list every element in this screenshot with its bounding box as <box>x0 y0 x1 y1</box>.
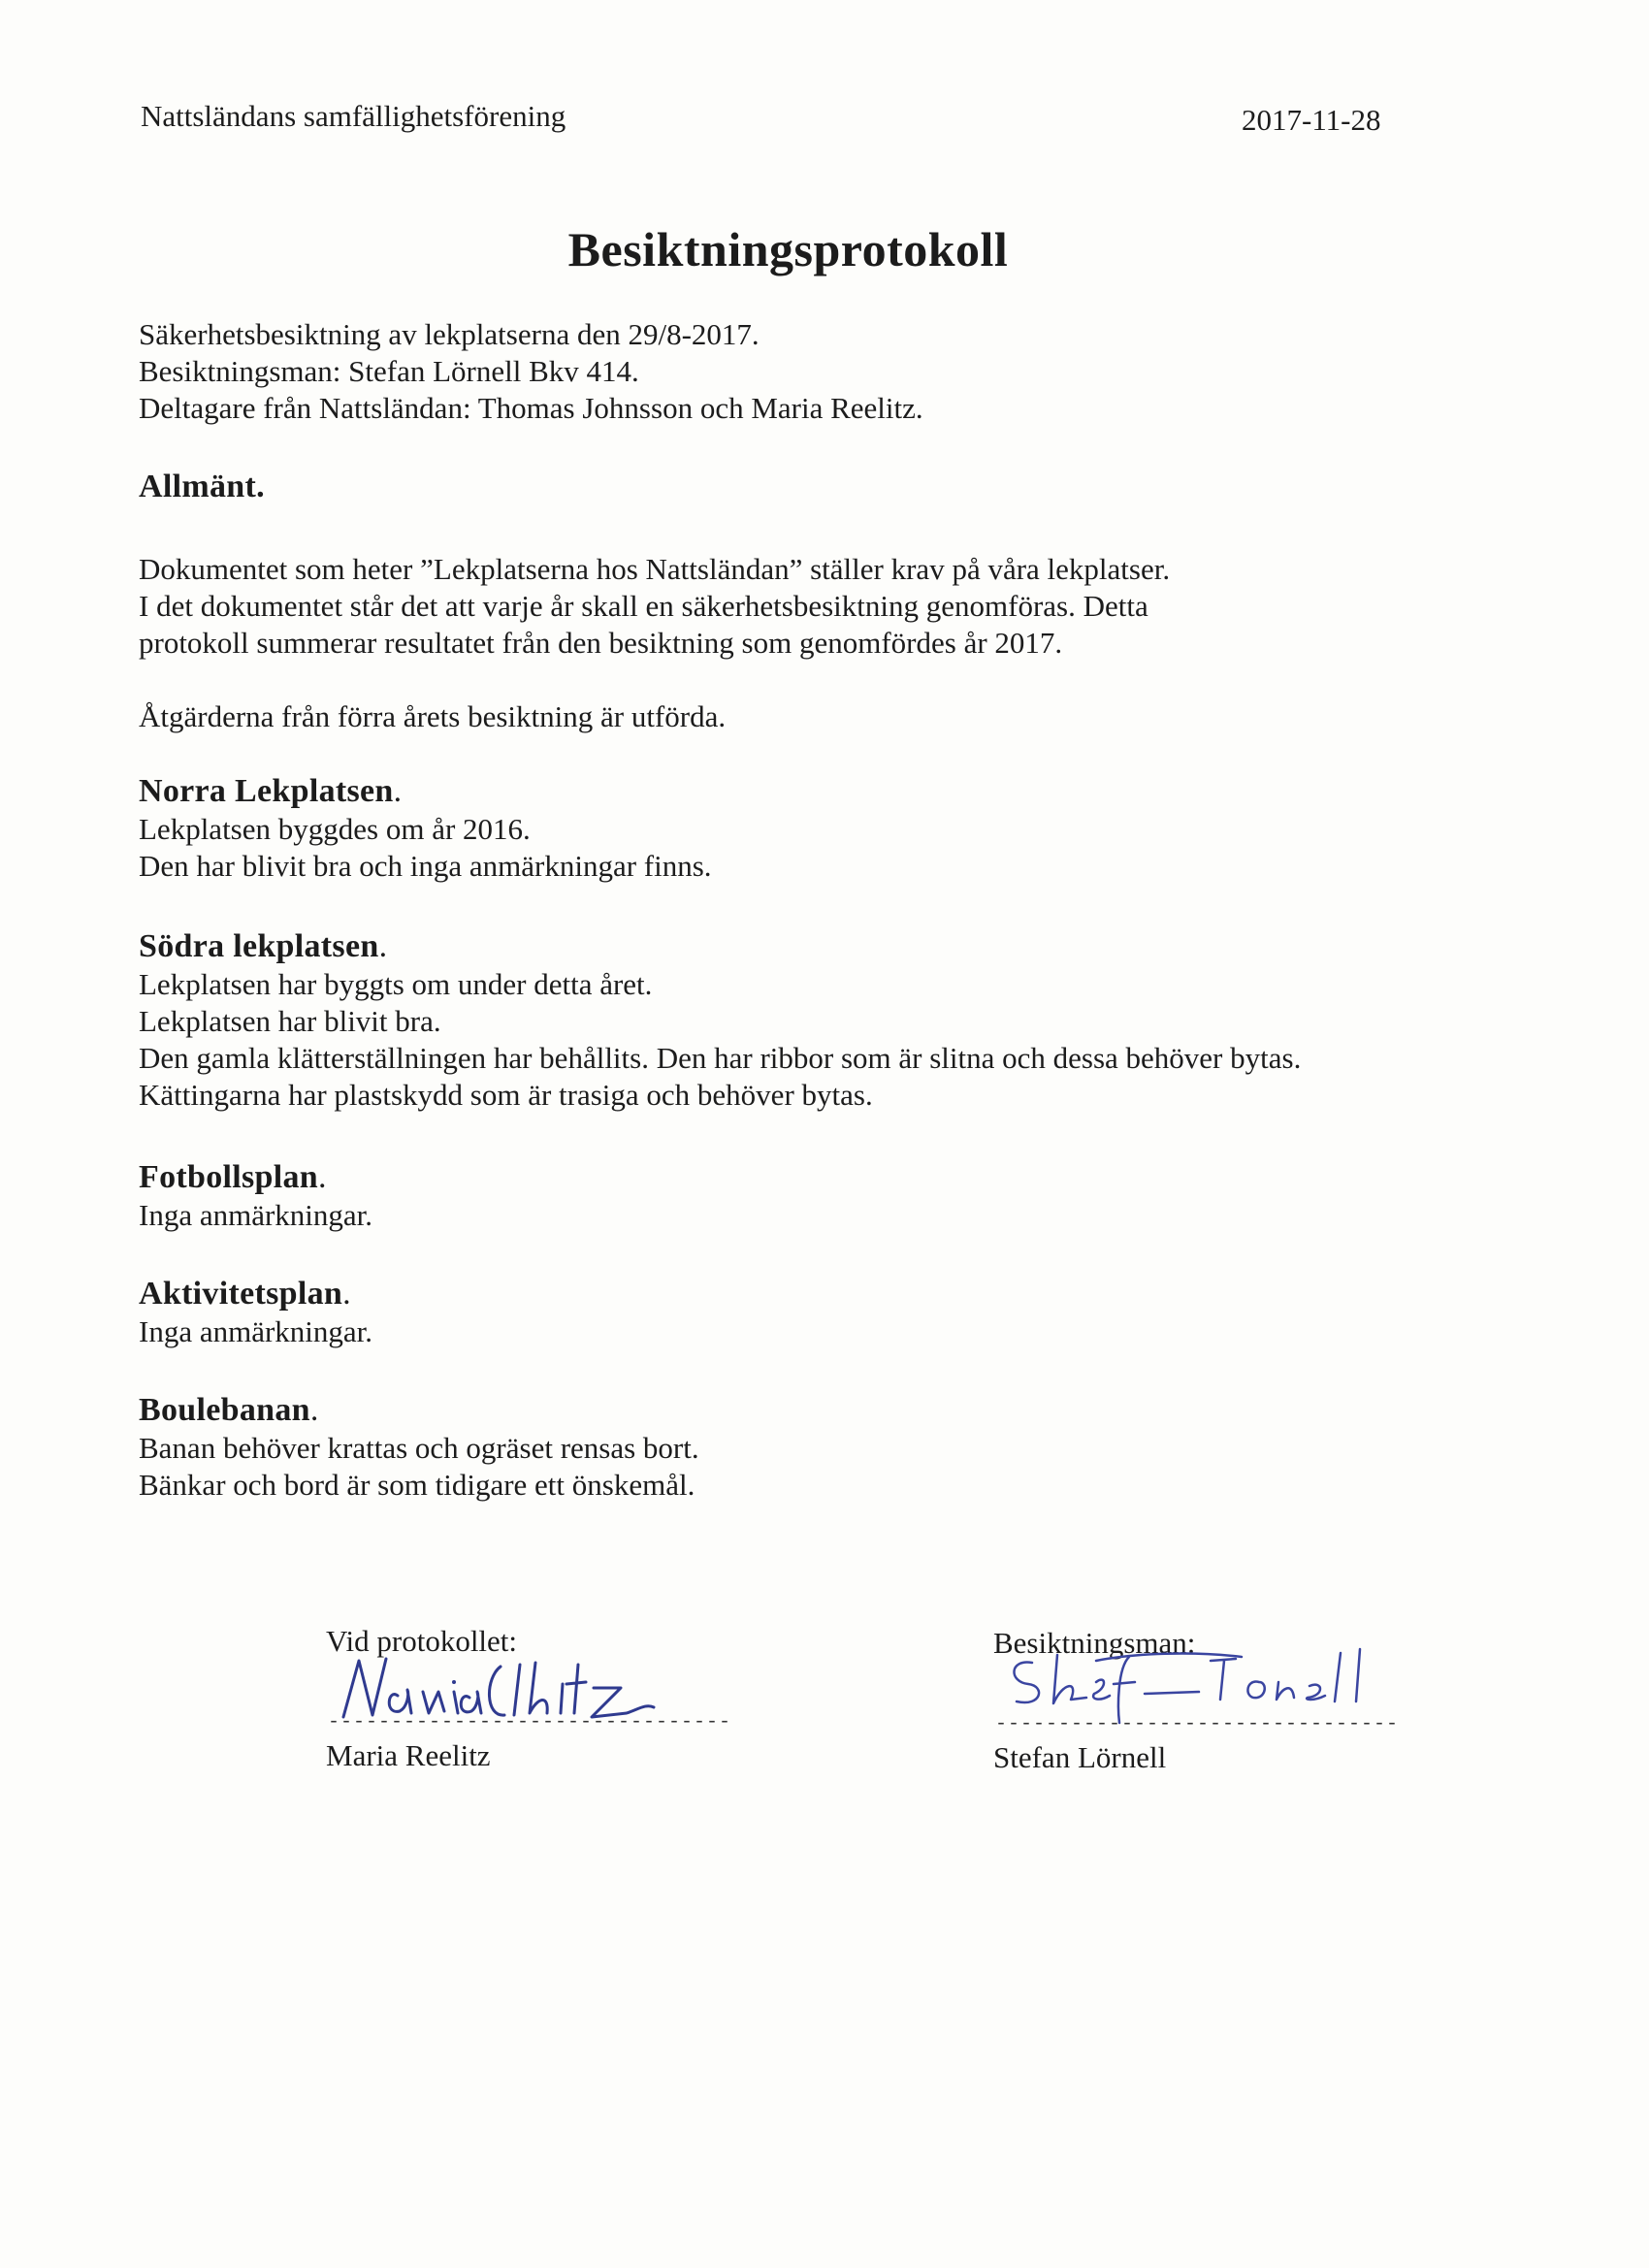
section-line: Banan behöver krattas och ogräset rensas bort. <box>139 1431 699 1465</box>
section-line: Inga anmärkningar. <box>139 1314 373 1348</box>
intro-line: Säkerhetsbesiktning av lekplatserna den 29/8-2017. <box>139 317 760 351</box>
general-heading: Allmänt. <box>139 469 265 504</box>
section-heading: Boulebanan <box>139 1392 310 1428</box>
general-paragraph-line: Åtgärderna från förra årets besiktning är utförda. <box>139 699 727 733</box>
general-paragraph-line: I det dokumentet står det att varje år skall en säkerhetsbesiktning genomföras. Detta <box>139 589 1148 623</box>
section-sodra: Södra lekplatsen. Lekplatsen har byggts om under detta året. Lekplatsen har blivit bra. Den gamla klätterställningen har behållits. Den har ribbor som är slitna och dessa behöver bytas. Kättingarna har plastskydd som är trasiga och behöver bytas. <box>139 927 1439 1114</box>
section-heading: Södra lekplatsen <box>139 928 379 964</box>
section-heading: Norra Lekplatsen <box>139 773 394 809</box>
signature-line-right: -------------------------------- <box>995 1713 1400 1735</box>
section-boulebanan: Boulebanan. Banan behöver krattas och ogräset rensas bort. Bänkar och bord är som tidigare ett önskemål. <box>139 1391 1439 1504</box>
organization-name: Nattsländans samfällighetsförening <box>141 99 566 133</box>
section-line: Lekplatsen byggdes om år 2016. <box>139 812 531 846</box>
section-heading: Fotbollsplan <box>139 1159 318 1195</box>
general-paragraph-line: protokoll summerar resultatet från den besiktning som genomfördes år 2017. <box>139 626 1063 660</box>
section-line: Den gamla klätterställningen har behållits. Den har ribbor som är slitna och dessa behöver bytas. <box>139 1041 1302 1075</box>
section-line: Inga anmärkningar. <box>139 1198 373 1232</box>
document-date: 2017-11-28 <box>1242 103 1381 137</box>
section-norra: Norra Lekplatsen. Lekplatsen byggdes om år 2016. Den har blivit bra och inga anmärkningar finns. <box>139 772 1439 885</box>
section-fotbollsplan: Fotbollsplan. Inga anmärkningar. <box>139 1158 1439 1234</box>
general-paragraph-line: Dokumentet som heter ”Lekplatserna hos Nattsländan” ställer krav på våra lekplatser. <box>139 552 1171 586</box>
intro-line: Besiktningsman: Stefan Lörnell Bkv 414. <box>139 354 639 388</box>
section-aktivitetsplan: Aktivitetsplan. Inga anmärkningar. <box>139 1275 1439 1350</box>
section-line: Lekplatsen har byggts om under detta året. <box>139 967 653 1001</box>
intro-block <box>139 316 1439 427</box>
intro-line: Deltagare från Nattsländan: Thomas Johnsson och Maria Reelitz. <box>139 391 923 425</box>
section-line: Kättingarna har plastskydd som är trasiga och behöver bytas. <box>139 1078 873 1112</box>
signature-label-right: Besiktningsman: <box>993 1626 1196 1660</box>
section-line: Lekplatsen har blivit bra. <box>139 1004 441 1038</box>
signer-name-right: Stefan Lörnell <box>993 1740 1167 1774</box>
section-line: Den har blivit bra och inga anmärkningar finns. <box>139 849 712 883</box>
signature-label-left: Vid protokollet: <box>326 1624 518 1658</box>
section-line: Bänkar och bord är som tidigare ett önskemål. <box>139 1468 695 1502</box>
general-section <box>139 468 1439 735</box>
signer-name-left: Maria Reelitz <box>326 1738 491 1772</box>
signature-line-left: -------------------------------- <box>328 1711 732 1733</box>
document-title: Besiktningsprotokoll <box>567 222 1009 276</box>
section-heading: Aktivitetsplan <box>139 1276 343 1312</box>
